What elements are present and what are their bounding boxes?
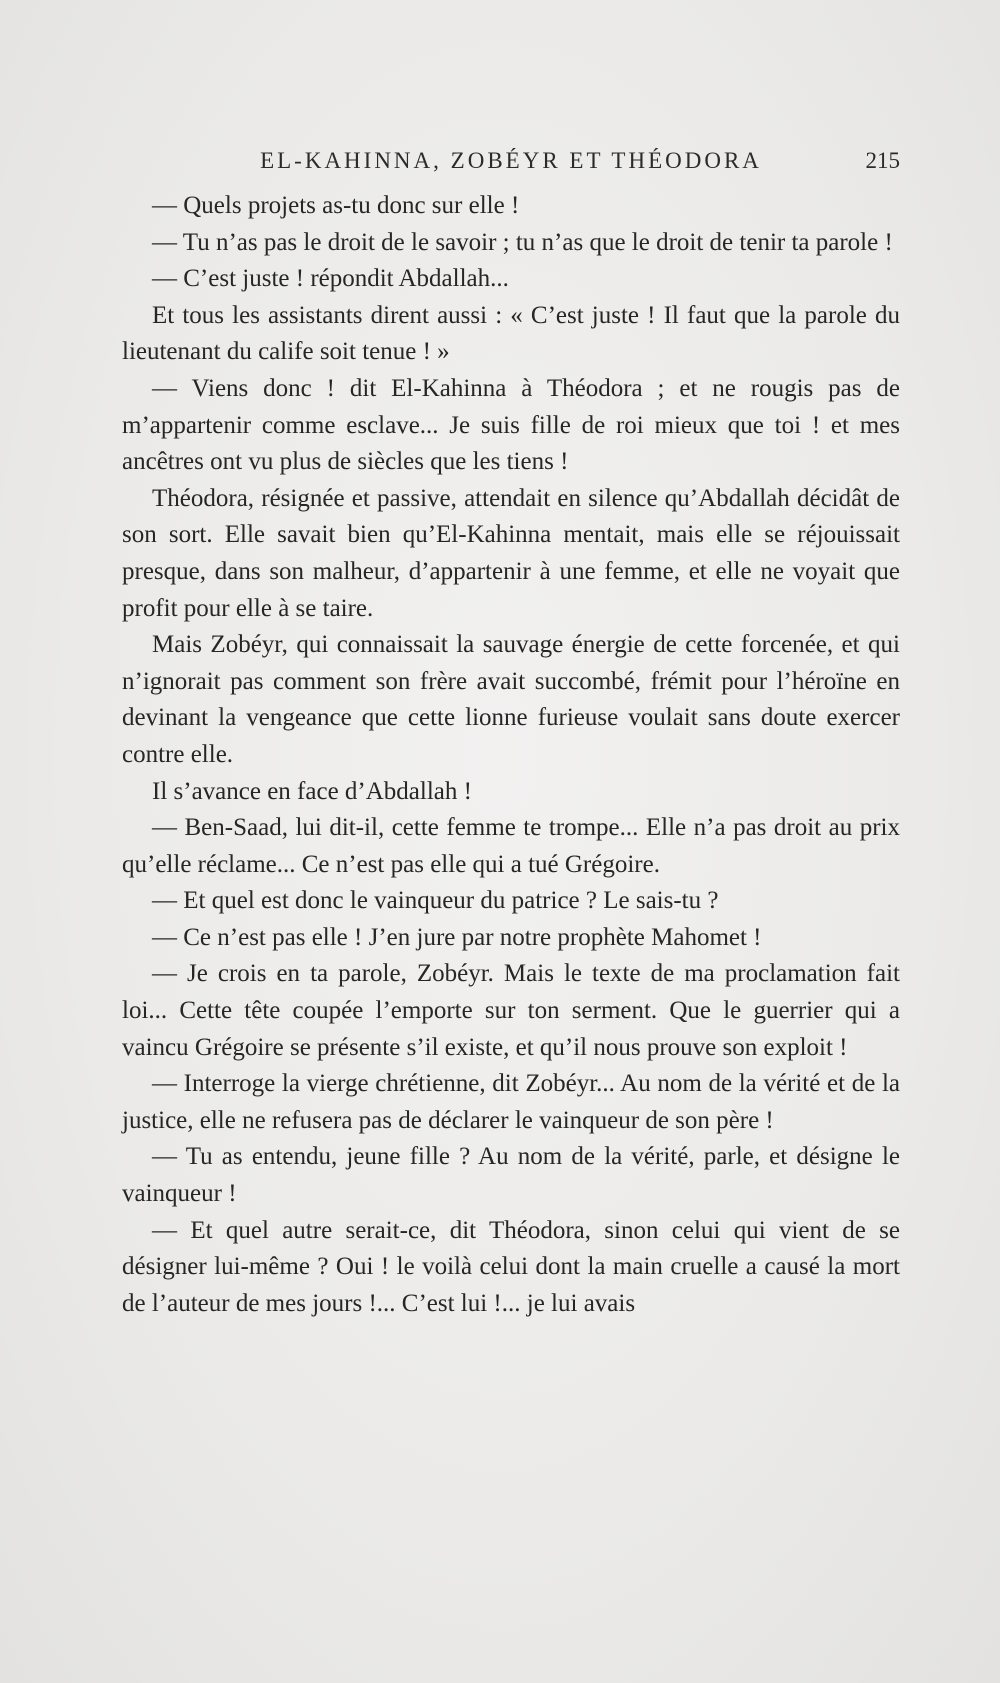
- paragraph: — Tu as entendu, jeune fille ? Au nom de la vérité, parle, et désigne le vainqueur !: [122, 1143, 900, 1208]
- paragraph: Et tous les assistants dirent aussi : « C’est juste ! Il faut que la parole du lieutenant du calife soit tenue ! »: [122, 301, 900, 366]
- paragraph: Mais Zobéyr, qui connaissait la sauvage énergie de cette forcenée, et qui n’ignorait pas comment son frère avait succombé, frémit pour l’héroïne en devinant la vengeance que cette lionne furieuse voulait sans doute exercer contre elle.: [122, 631, 900, 768]
- paragraph: — Et quel autre serait-ce, dit Théodora, sinon celui qui vient de se désigner lui-même ? Oui ! le voilà celui dont la main cruelle a causé la mort de l’auteur de mes jours !... C’est lui !... je lui avais: [122, 1216, 900, 1317]
- paragraph: — Ce n’est pas elle ! J’en jure par notre prophète Mahomet !: [152, 923, 762, 951]
- paragraph: — Tu n’as pas le droit de le savoir ; tu n’as que le droit de tenir ta parole !: [152, 228, 893, 256]
- paragraph: — Quels projets as-tu donc sur elle !: [152, 192, 520, 219]
- paragraph: — Et quel est donc le vainqueur du patrice ? Le sais-tu ?: [152, 887, 719, 915]
- running-head: [122, 148, 900, 184]
- paragraph: — Je crois en ta parole, Zobéyr. Mais le texte de ma proclamation fait loi... Cette tête coupée l’emporte sur ton serment. Que le guerrier qui a vaincu Grégoire se présente s’il existe, et qu’il nous prouve son exploit !: [122, 960, 900, 1061]
- paragraph: Théodora, résignée et passive, attendait en silence qu’Abdallah décidât de son sort. Elle savait bien qu’El-Kahinna mentait, mais elle se réjouissait presque, dans son malheur, d’appartenir à une femme, et elle ne voyait que profit pour elle à se taire.: [122, 484, 900, 622]
- paragraph: — Ben-Saad, lui dit-il, cette femme te trompe... Elle n’a pas droit au prix qu’elle réclame... Ce n’est pas elle qui a tué Grégoire.: [122, 814, 900, 878]
- paragraph: — C’est juste ! répondit Abdallah...: [152, 265, 509, 293]
- running-title: EL-KAHINNA, ZOBÉYR ET THÉODORA: [260, 148, 762, 173]
- page-number: 215: [865, 148, 900, 173]
- paragraph: Il s’avance en face d’Abdallah !: [152, 777, 472, 805]
- paragraph: — Viens donc ! dit El-Kahinna à Théodora ; et ne rougis pas de m’appartenir comme esclave... Je suis fille de roi mieux que toi ! et mes ancêtres ont vu plus de siècles que les tiens !: [122, 374, 900, 476]
- body-text: [122, 188, 900, 1478]
- paragraph: — Interroge la vierge chrétienne, dit Zobéyr... Au nom de la vérité et de la justice, elle ne refusera pas de déclarer le vainqueur de son père !: [122, 1070, 900, 1134]
